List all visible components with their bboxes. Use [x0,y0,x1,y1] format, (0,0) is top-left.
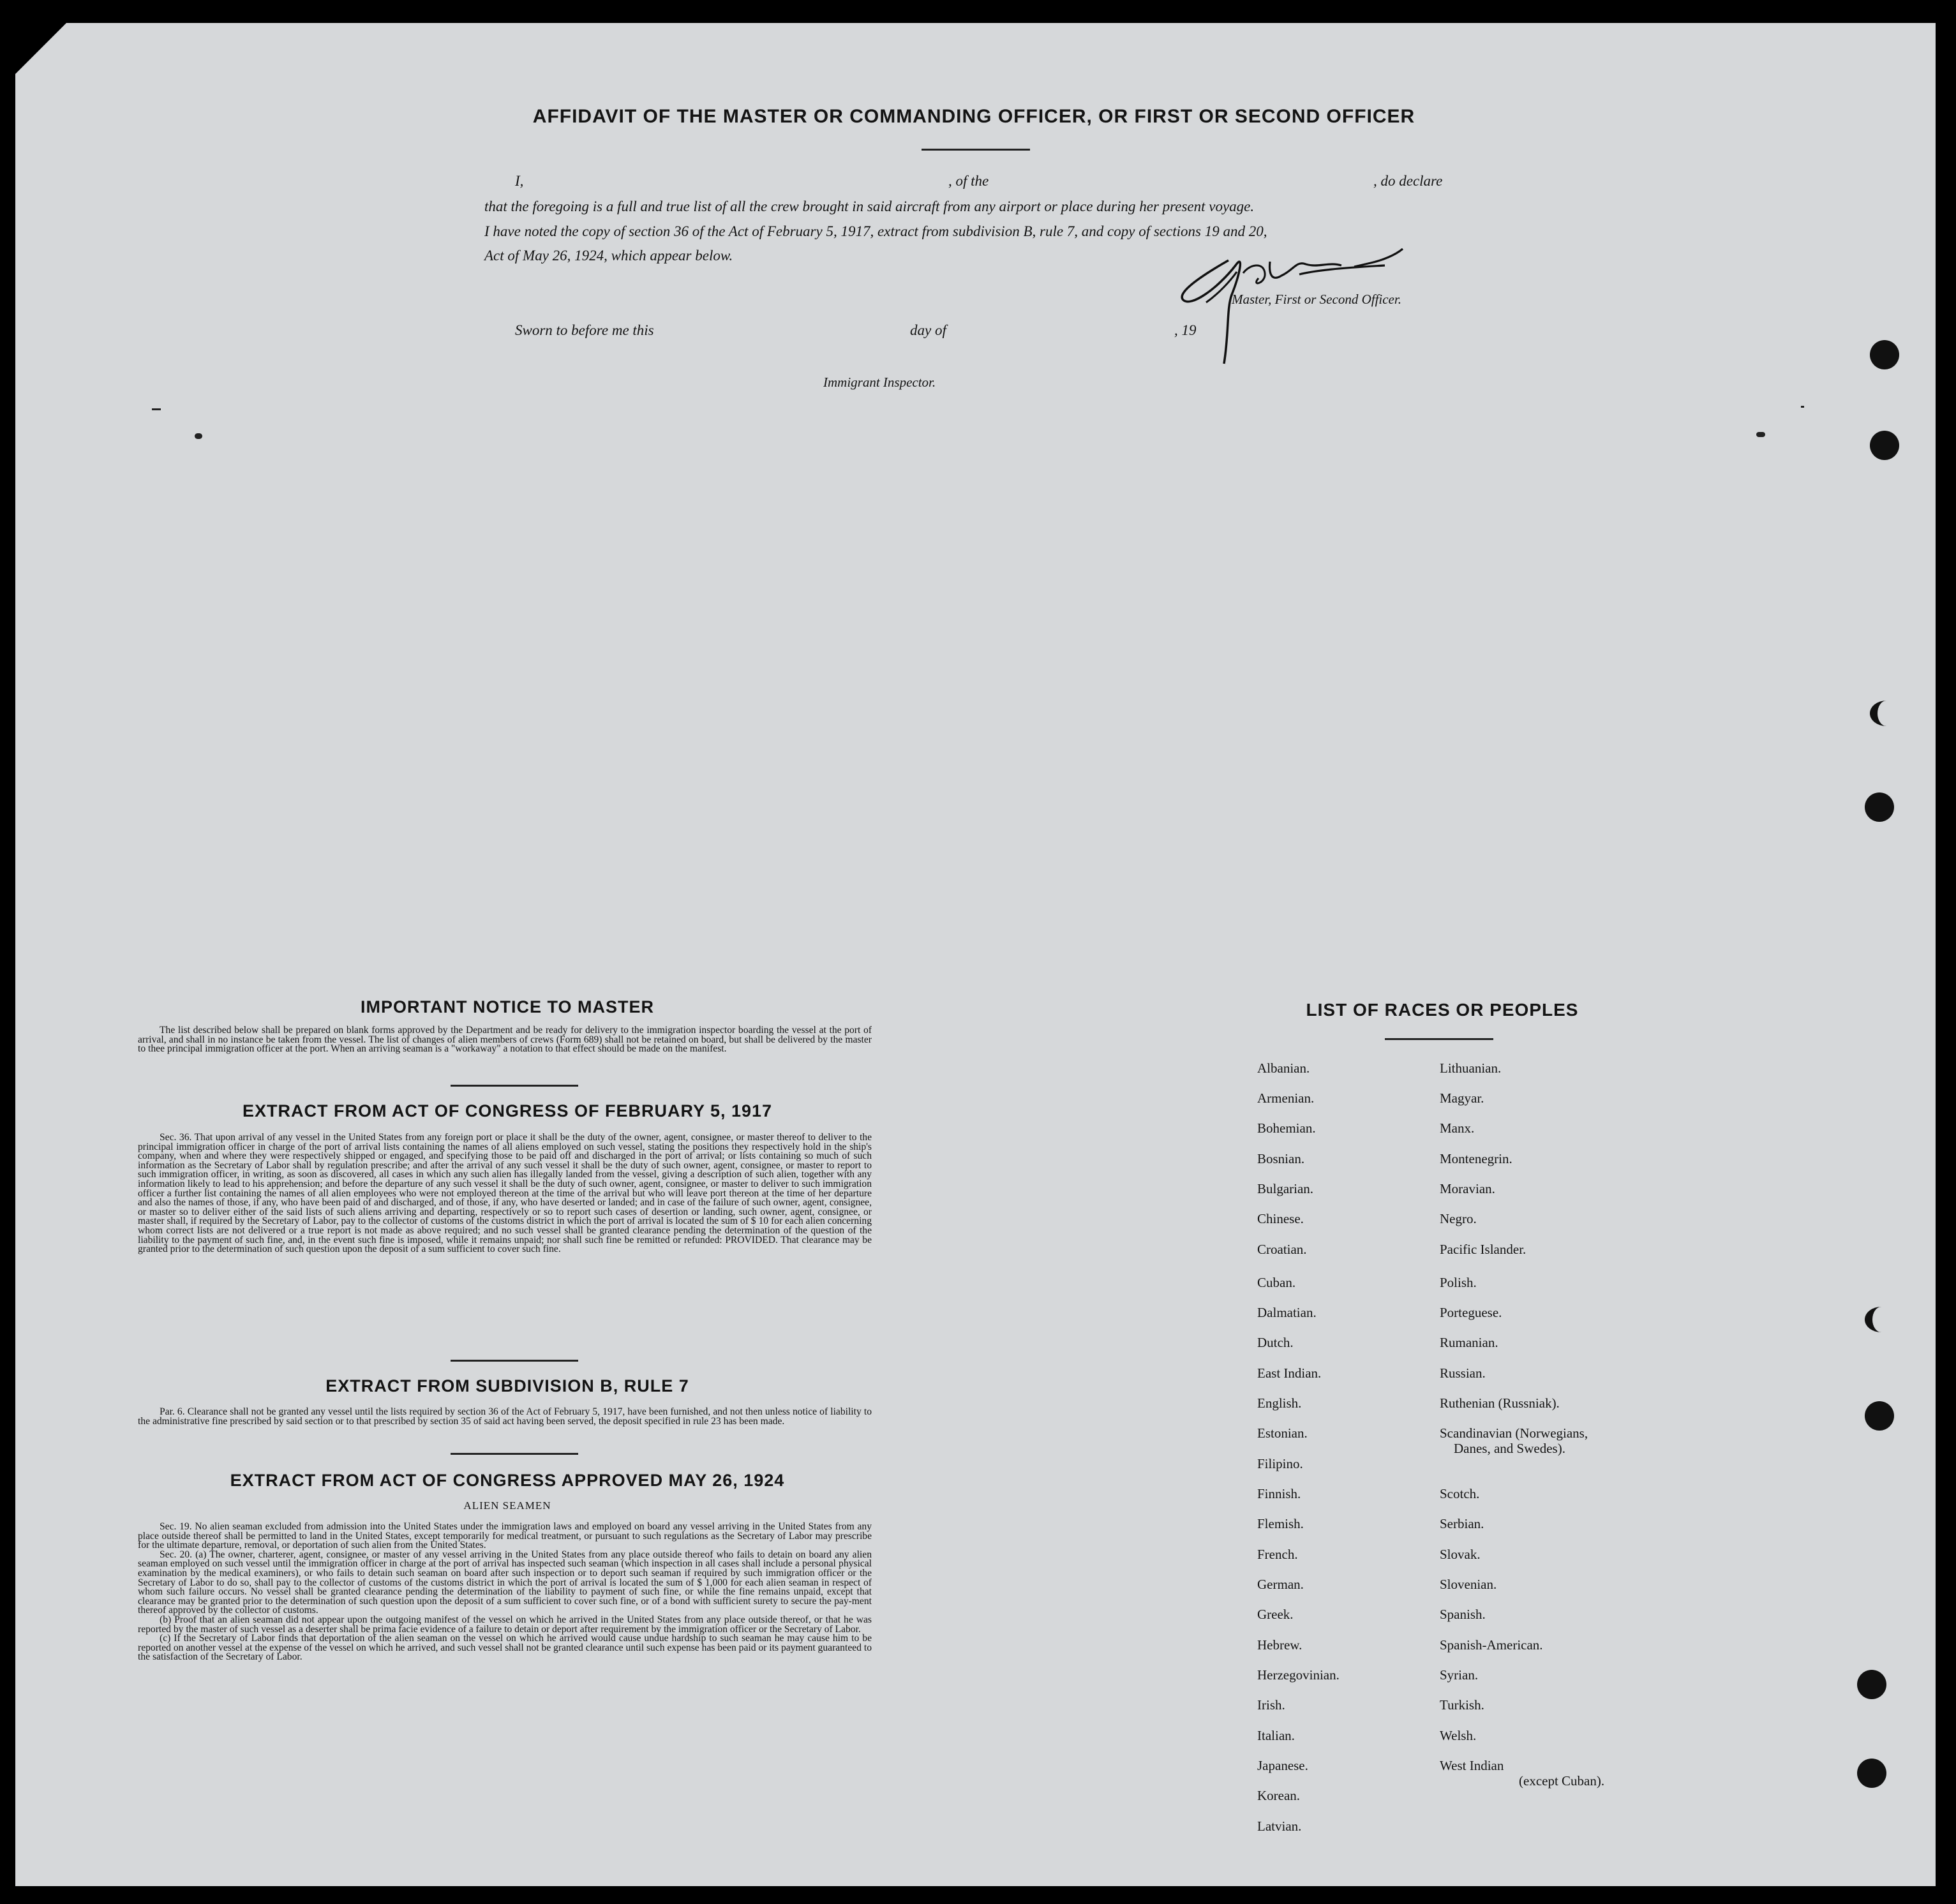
ink-speck [195,433,202,439]
race-item: Italian. [1257,1728,1295,1743]
ink-speck [1801,406,1804,408]
rule-7-title: EXTRACT FROM SUBDIVISION B, RULE 7 [325,1376,689,1395]
ink-speck [1756,432,1765,437]
sec-20a-paragraph: Sec. 20. (a) The owner, charterer, agent, consignee, or master of any vessel arriving in the United States from any place outside thereof who fails to detain on board any alien seaman employed on such vessel until the immigration officer in charge at the port of arrival has inspected such seaman (which inspection in all cases shall include a personal physical examination by the medical examiners), or who fails to detain such seaman on board after such inspection or to deport such seaman if required by such immigration officer or the Secretary of Labor to do so, shall pay to the collector of customs of the customs district in which the port of arrival is located the sum of $ 1,000 for each alien seaman in respect of whom such failure occurs. No vessel shall be granted clearance pending the determination of the liability to payment of such fine, or while the fine remains unpaid, except that clearance may be granted prior to the determination of such question upon the deposit of a sum sufficient to cover such fine, or of a bond with sufficient surety to secure the pay-ment thereof approved by the collector of customs. [138,1549,872,1616]
race-item: Negro. [1440,1211,1477,1226]
act-1917-text-block [138,1133,872,1254]
race-item: Polish. [1440,1275,1477,1290]
race-item: Ruthenian (Russniak). [1440,1395,1560,1411]
punch-hole [1870,431,1899,460]
race-item: Welsh. [1440,1728,1477,1743]
race-item: Dutch. [1257,1335,1294,1350]
sec-20c-paragraph: (c) If the Secretary of Labor finds that deportation of the alien seaman on the vessel on which he arrived would cause undue hardship to such seaman he may cause him to be reported on another vessel at the expense of the vessel on which he arrived, and such vessel shall not be granted clearance until such expense has been paid or its payment guaranteed to the satisfaction of the Secretary of Labor. [138,1633,872,1663]
section-rule [451,1085,578,1087]
signer-role-label: Master, First or Second Officer. [1232,292,1401,307]
notice-title: IMPORTANT NOTICE TO MASTER [361,997,654,1016]
notice-text-block [138,1026,872,1054]
race-item: Bulgarian. [1257,1181,1314,1196]
punch-hole [1865,1401,1894,1431]
sworn-label: Sworn to before me this [515,322,654,338]
affidavit-line-3: Act of May 26, 1924, which appear below. [484,248,733,264]
title-rule [922,149,1030,151]
punch-hole [1865,1307,1898,1332]
race-item: Bohemian. [1257,1120,1316,1136]
affidavit-of-the: , of the [948,173,989,189]
punch-hole [1865,792,1894,822]
race-item: Scotch. [1440,1486,1480,1501]
race-item: Scandinavian (Norwegians, [1440,1425,1588,1441]
punch-hole [1857,1670,1886,1699]
rule-7-text-block [138,1408,872,1426]
race-item: Russian. [1440,1365,1486,1381]
race-item: Spanish. [1440,1607,1486,1622]
race-item: Irish. [1257,1697,1285,1713]
act-1924-title: EXTRACT FROM ACT OF CONGRESS APPROVED MAY 26, 1924 [230,1471,785,1490]
rule-7-paragraph: Par. 6. Clearance shall not be granted any vessel until the lists required by section 36 of the Act of February 5, 1917, have been furnished, and not then unless notice of liability to the administrative fine prescribed by said section or to that prescribed by section 35 of said act having been served, the deposit specified in rule 23 has been made. [138,1406,872,1427]
race-item: Dalmatian. [1257,1305,1317,1320]
section-rule [451,1360,578,1362]
punch-hole [1857,1759,1886,1788]
race-item: Rumanian. [1440,1335,1498,1350]
notice-paragraph: The list described below shall be prepared on blank forms approved by the Department and be ready for delivery to the immigration inspector boarding the vessel at the port of arrival, and shall in no instance be taken from the vessel. The list of changes of alien members of crews (Form 689) shall not be retained on board, but shall be delivered by the master to thee principal immigration officer at the port. When an arriving seaman is a "workaway" a notation to that effect should be made on the manifest. [138,1025,872,1055]
race-item: Japanese. [1257,1758,1308,1773]
sec-19-paragraph: Sec. 19. No alien seaman excluded from admission into the United States under the immigration laws and employed on board any vessel arriving in the United States from any place outside thereof shall be permitted to land in the United States, except temporarily for medical treatment, or pursuant to such regulations as the Secretary of Labor may prescribe for the ultimate departure, removal, or deportation of such alien from the United States. [138,1521,872,1551]
race-item: Herzegovinian. [1257,1667,1340,1683]
affidavit-line-2: I have noted the copy of section 36 of the Act of February 5, 1917, extract from subdivision B, rule 7, and copy of sections 19 and 20, [484,223,1267,239]
ink-speck [152,408,161,410]
section-rule [451,1453,578,1455]
race-item: Syrian. [1440,1667,1479,1683]
race-item: Slovak. [1440,1547,1481,1562]
race-item: Moravian. [1440,1181,1495,1196]
race-item: Montenegrin. [1440,1151,1512,1166]
race-item: West Indian [1440,1758,1504,1773]
race-item: Manx. [1440,1120,1475,1136]
act-1917-title: EXTRACT FROM ACT OF CONGRESS OF FEBRUARY 5, 1917 [242,1101,773,1120]
inspector-label: Immigrant Inspector. [823,375,936,390]
race-item: Serbian. [1440,1516,1484,1531]
race-item: Slovenian. [1440,1577,1497,1592]
act-1917-paragraph: Sec. 36. That upon arrival of any vessel in the United States from any foreign port or place it shall be the duty of the owner, agent, consignee, or master thereof to deliver to the principal immigration officer in charge of the port of arrival lists containing the names of all aliens employed on such vessel, stating the positions they respectively hold in the ship's company, when and where they were respectively shipped or engaged, and specifying those to be paid off and discharged in the port of arrival; or lists containing so much of such information as the Secretary of Labor shall by regulation prescribe; and after the arrival of any such vessel it shall be the duty of such owner, agent, consignee, or master to report to such immigration officer, in writing, as soon as discovered, all cases in which any such alien has illegally landed from the vessel, giving a description of such alien, together with any information likely to lead to his apprehension; and before the departure of any such vessel it shall be the duty of such owner, agent, consignee, or master to deliver to such immigration officer a further list containing the names of all alien employees who were not employed thereon at the time of the arrival but who will leave port thereon at the time of her departure and also the names of those, if any, who have been paid of and discharged, and of those, if any, who have deserted or landed; and in case of the failure of such owner, agent, consignee, or master so to deliver either of the said lists of such aliens arriving and departing, respectively or so to report such cases of desertion or landing, such owner, agent, consignee, or master shall, if required by the Secretary of Labor, pay to the collector of customs of the customs district in which the port of arrival is located the sum of $ 10 for each alien concerning whom correct lists are not delivered or a true report is not made as above required; and no such vessel shall be granted clearance pending the determination of the question of the liability to the payment of such fine, and, in the event such fine is imposed, while it remains unpaid; nor shall such fine be remitted or refunded: PROVIDED. That clearance may be granted prior to the determination of such question upon the deposit of a sum sufficient to cover such fine. [138,1132,872,1255]
race-item: East Indian. [1257,1365,1322,1381]
race-item: Bosnian. [1257,1151,1305,1166]
folded-corner [15,23,66,74]
race-item: Magyar. [1440,1090,1484,1106]
race-item: Albanian. [1257,1060,1310,1076]
race-item: Latvian. [1257,1818,1302,1834]
race-item: Lithuanian. [1440,1060,1502,1076]
affidavit-title: AFFIDAVIT OF THE MASTER OR COMMANDING OFFICER, OR FIRST OR SECOND OFFICER [532,106,1415,127]
race-item: Filipino. [1257,1456,1303,1471]
race-item: Finnish. [1257,1486,1301,1501]
race-item: English. [1257,1395,1302,1411]
race-item: French. [1257,1547,1298,1562]
sec-20b-paragraph: (b) Proof that an alien seaman did not appear upon the outgoing manifest of the vessel on which he arrived in the United States from any place outside thereof, or that he was reported by the master of such vessel as a deserter shall be prima facie evidence of a failure to detain or deport after requirement by the immigration officer or the Secretary of Labor. [138,1614,872,1635]
race-item: Flemish. [1257,1516,1304,1531]
race-item: Pacific Islander. [1440,1242,1527,1257]
race-item: Greek. [1257,1607,1294,1622]
race-item: (except Cuban). [1519,1773,1605,1789]
affidavit-do-declare: , do declare [1373,173,1443,189]
punch-hole [1870,340,1899,369]
race-item: Spanish-American. [1440,1637,1543,1653]
race-item: Estonian. [1257,1425,1308,1441]
race-item: Porteguese. [1440,1305,1502,1320]
race-item: Turkish. [1440,1697,1484,1713]
race-item: Chinese. [1257,1211,1304,1226]
race-item: Cuban. [1257,1275,1296,1290]
affidavit-line-1: that the foregoing is a full and true list of all the crew brought in said aircraft from any airport or place during her present voyage. [484,198,1255,214]
race-item: Danes, and Swedes). [1454,1441,1565,1456]
race-item: Croatian. [1257,1242,1307,1257]
race-item: Korean. [1257,1788,1301,1803]
act-1924-text-block [138,1522,872,1662]
year-label: , 19 [1174,322,1197,338]
punch-hole [1870,701,1903,726]
act-1924-subtitle: ALIEN SEAMEN [463,1499,551,1512]
races-title: LIST OF RACES OR PEOPLES [1306,1000,1579,1020]
races-title-rule [1385,1038,1493,1040]
race-item: Hebrew. [1257,1637,1303,1653]
race-item: Armenian. [1257,1090,1315,1106]
race-item: German. [1257,1577,1304,1592]
affidavit-i: I, [515,173,524,189]
day-of-label: day of [910,322,946,338]
